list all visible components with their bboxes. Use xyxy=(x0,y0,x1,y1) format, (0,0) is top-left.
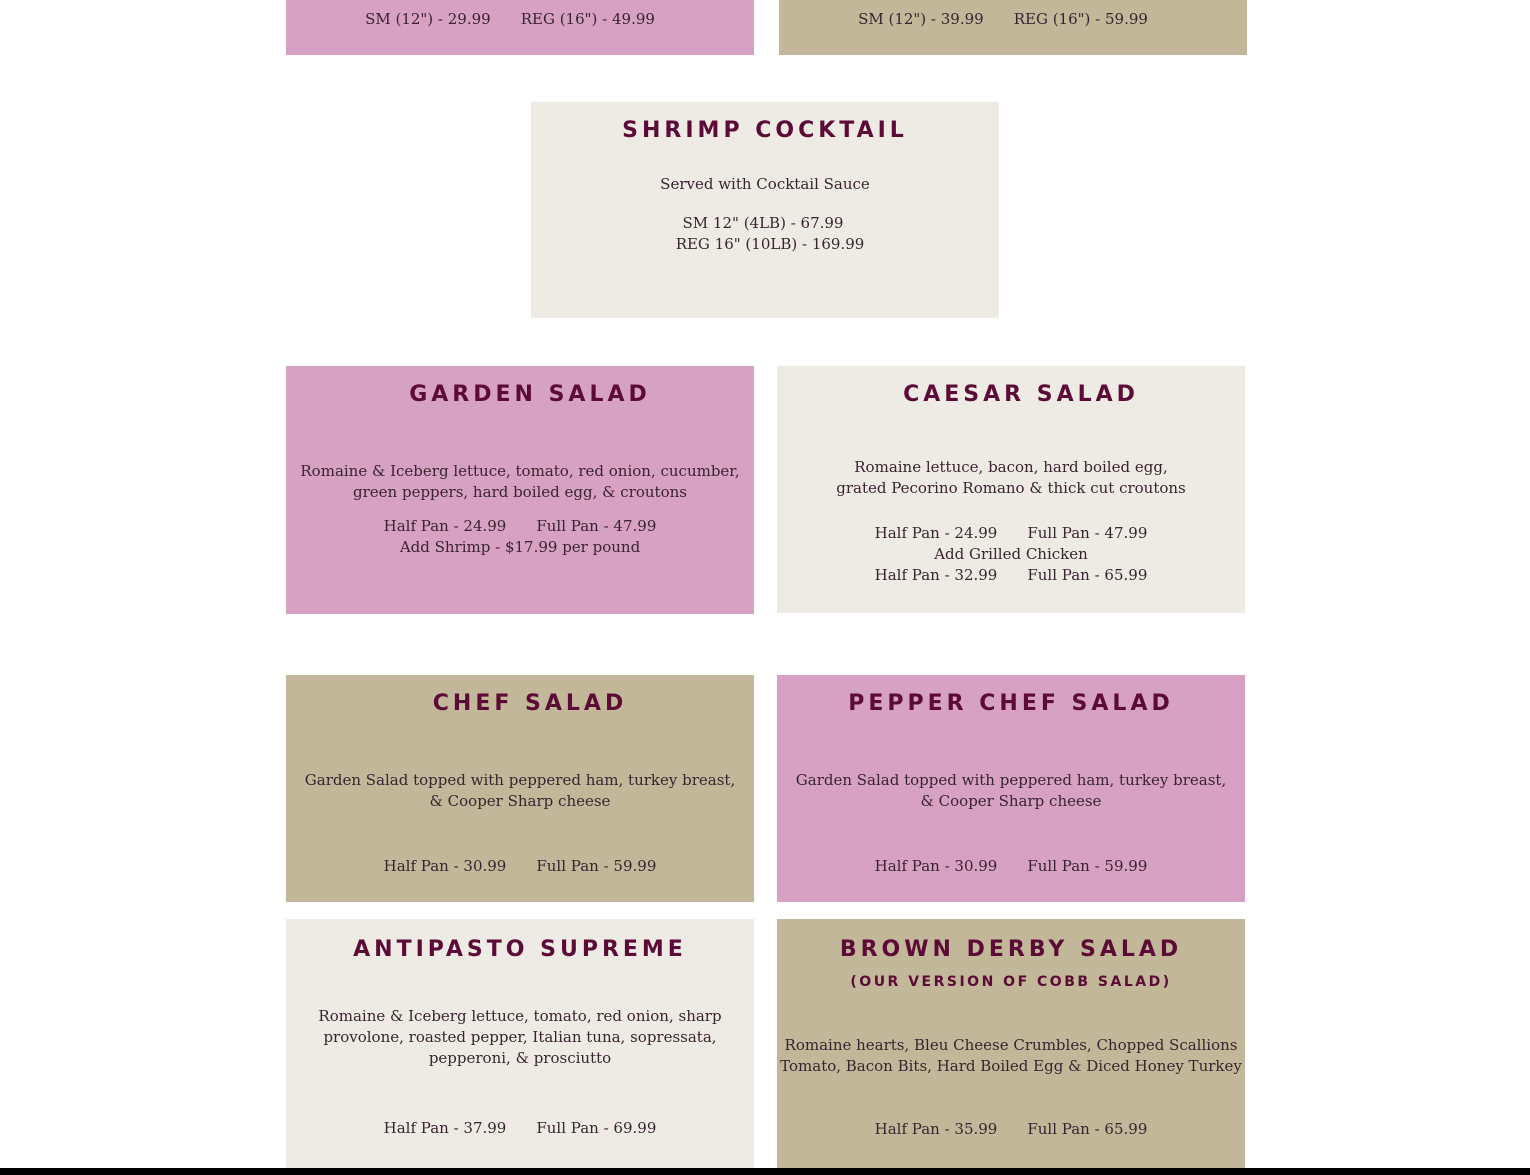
price-half-pan: Half Pan - 30.99 xyxy=(383,857,507,875)
addon-price-line xyxy=(777,565,1245,586)
card-title: ANTIPASTO SUPREME xyxy=(353,937,687,962)
price-half-pan: Half Pan - 24.99 xyxy=(874,524,998,542)
card-description-line: Romaine hearts, Bleu Cheese Crumbles, Chopped Scallions xyxy=(784,1036,1238,1054)
addon-line: Add Grilled Chicken xyxy=(934,545,1088,563)
bottom-edge-bar xyxy=(0,1168,1530,1175)
card-title: CHEF SALAD xyxy=(432,691,628,716)
menu-card-top-right xyxy=(779,0,1247,55)
price-line xyxy=(759,9,1247,30)
price-small: SM 12" (4LB) - 67.99 xyxy=(682,214,844,232)
price-half-pan: Half Pan - 37.99 xyxy=(383,1119,507,1137)
card-title: BROWN DERBY SALAD xyxy=(839,937,1183,962)
card-description-line: & Cooper Sharp cheese xyxy=(920,792,1102,810)
price-half-pan: Half Pan - 30.99 xyxy=(874,857,998,875)
price-full-pan: Full Pan - 59.99 xyxy=(1027,857,1148,875)
price-half-pan: Half Pan - 24.99 xyxy=(383,517,507,535)
card-description-line: Romaine & Iceberg lettuce, tomato, red onion, cucumber, xyxy=(300,462,740,480)
price-line xyxy=(286,516,754,537)
card-description-line: Romaine lettuce, bacon, hard boiled egg, xyxy=(854,458,1168,476)
card-description-line: Romaine & Iceberg lettuce, tomato, red onion, sharp xyxy=(318,1007,722,1025)
price-line xyxy=(266,9,754,30)
card-description-line: pepperoni, & prosciutto xyxy=(428,1049,612,1067)
price-line xyxy=(777,856,1245,877)
card-description: Served with Cocktail Sauce xyxy=(660,175,870,193)
card-title: SHRIMP COCKTAIL xyxy=(622,118,908,143)
card-description-line: Garden Salad topped with peppered ham, turkey breast, xyxy=(304,771,736,789)
card-title: CAESAR SALAD xyxy=(903,382,1139,407)
menu-card-brown-derby-salad xyxy=(777,919,1245,1175)
price-full-pan: Full Pan - 65.99 xyxy=(1027,1120,1148,1138)
menu-card-pepper-chef-salad xyxy=(777,675,1245,902)
price-line xyxy=(286,856,754,877)
menu-card-chef-salad xyxy=(286,675,754,902)
menu-card-antipasto-supreme xyxy=(286,919,754,1175)
price-regular: REG 16" (10LB) - 169.99 xyxy=(675,235,865,253)
card-title: GARDEN SALAD xyxy=(409,382,651,407)
addon-line: Add Shrimp - $17.99 per pound xyxy=(399,538,641,556)
price-full-pan: Full Pan - 69.99 xyxy=(536,1119,657,1137)
card-description-line: Tomato, Bacon Bits, Hard Boiled Egg & Diced Honey Turkey xyxy=(780,1057,1242,1075)
card-description-line: & Cooper Sharp cheese xyxy=(429,792,611,810)
addon-price-half-pan: Half Pan - 32.99 xyxy=(874,566,998,584)
price-half-pan: Half Pan - 35.99 xyxy=(874,1120,998,1138)
card-description-line: green peppers, hard boiled egg, & croutons xyxy=(353,483,687,501)
price-full-pan: Full Pan - 47.99 xyxy=(1027,524,1148,542)
card-description-line: Garden Salad topped with peppered ham, turkey breast, xyxy=(795,771,1227,789)
menu-card-shrimp-cocktail xyxy=(531,102,999,318)
card-subtitle: (OUR VERSION OF COBB SALAD) xyxy=(850,974,1172,990)
price-regular: REG (16") - 59.99 xyxy=(1013,10,1148,28)
card-description-line: provolone, roasted pepper, Italian tuna, sopressata, xyxy=(323,1028,717,1046)
price-regular: REG (16") - 49.99 xyxy=(520,10,655,28)
menu-card-caesar-salad xyxy=(777,366,1245,613)
card-title: PEPPER CHEF SALAD xyxy=(848,691,1174,716)
price-full-pan: Full Pan - 59.99 xyxy=(536,857,657,875)
price-full-pan: Full Pan - 47.99 xyxy=(536,517,657,535)
price-small: SM (12") - 29.99 xyxy=(365,10,491,28)
price-line xyxy=(777,523,1245,544)
price-line xyxy=(286,1118,754,1139)
card-description-line: grated Pecorino Romano & thick cut croutons xyxy=(836,479,1186,497)
price-small: SM (12") - 39.99 xyxy=(858,10,984,28)
addon-price-full-pan: Full Pan - 65.99 xyxy=(1027,566,1148,584)
menu-card-garden-salad xyxy=(286,366,754,614)
menu-card-top-left xyxy=(286,0,754,55)
price-line xyxy=(777,1119,1245,1140)
